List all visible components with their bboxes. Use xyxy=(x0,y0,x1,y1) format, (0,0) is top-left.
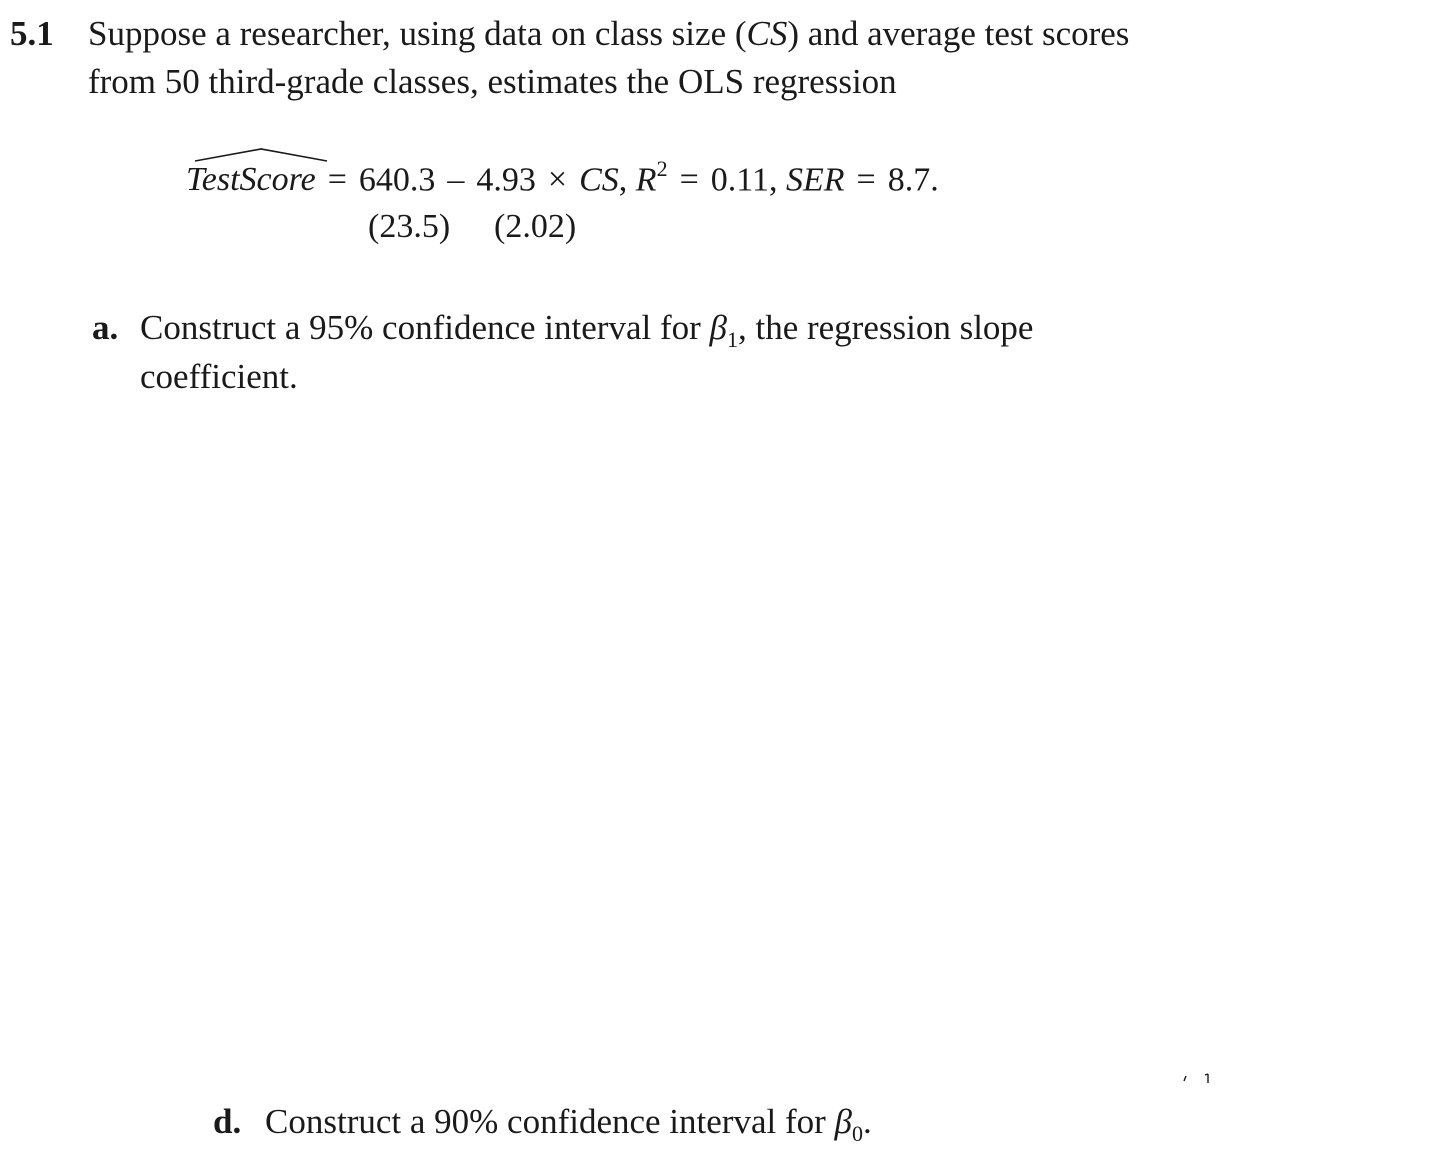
hat-accent xyxy=(194,147,328,163)
problem-number: 5.1 xyxy=(10,14,54,53)
slope-estimate: 4.93 xyxy=(476,161,536,199)
standard-error-slope: (2.02) xyxy=(494,208,577,245)
intro-text: Suppose a researcher, using data on class size ( xyxy=(88,14,747,53)
stray-mark xyxy=(1181,1072,1215,1084)
minus-sign: – xyxy=(447,161,465,199)
ser-symbol: SER xyxy=(786,161,845,199)
part-d-line xyxy=(265,1102,872,1146)
part-a-label: a. xyxy=(92,308,119,347)
equation-lhs xyxy=(186,161,316,199)
part-d-label: d. xyxy=(213,1102,242,1141)
equals-sign-2: = xyxy=(679,161,699,199)
part-d-period: . xyxy=(862,1102,872,1141)
intro-variable-cs: CS xyxy=(746,14,788,53)
part-d-text: Construct a 90% confidence interval for xyxy=(265,1102,835,1141)
equals-sign-3: = xyxy=(856,161,876,199)
r-squared-value: 0.11, xyxy=(710,161,778,199)
beta-symbol: β xyxy=(834,1102,852,1141)
problem-intro-line-1 xyxy=(88,14,1129,54)
equals-sign: = xyxy=(327,161,347,199)
part-a-text: Construct a 95% confidence interval for xyxy=(140,308,710,347)
standard-error-intercept: (23.5) xyxy=(368,208,451,245)
beta-symbol: β xyxy=(709,308,727,347)
intro-text: ) and average test scores xyxy=(787,14,1130,53)
part-a-line-1 xyxy=(140,308,1034,352)
times-sign: × xyxy=(547,161,568,199)
comma: , xyxy=(618,161,628,199)
regression-equation xyxy=(186,158,939,199)
problem-intro-line-2: from 50 third-grade classes, estimates the OLS regression xyxy=(88,62,897,101)
r-squared-exponent: 2 xyxy=(656,156,668,181)
regressor-cs: CS xyxy=(579,161,619,199)
intercept-estimate: 640.3 xyxy=(358,161,436,199)
part-a-line-2: coefficient. xyxy=(140,357,298,396)
r-squared-symbol: R xyxy=(635,161,657,199)
part-a-text: , the regression slope xyxy=(737,308,1034,347)
beta-subscript: 1 xyxy=(726,327,738,352)
lhs-text: TestScore xyxy=(186,161,316,199)
beta-subscript: 0 xyxy=(851,1121,863,1146)
ser-value: 8.7. xyxy=(887,161,939,199)
